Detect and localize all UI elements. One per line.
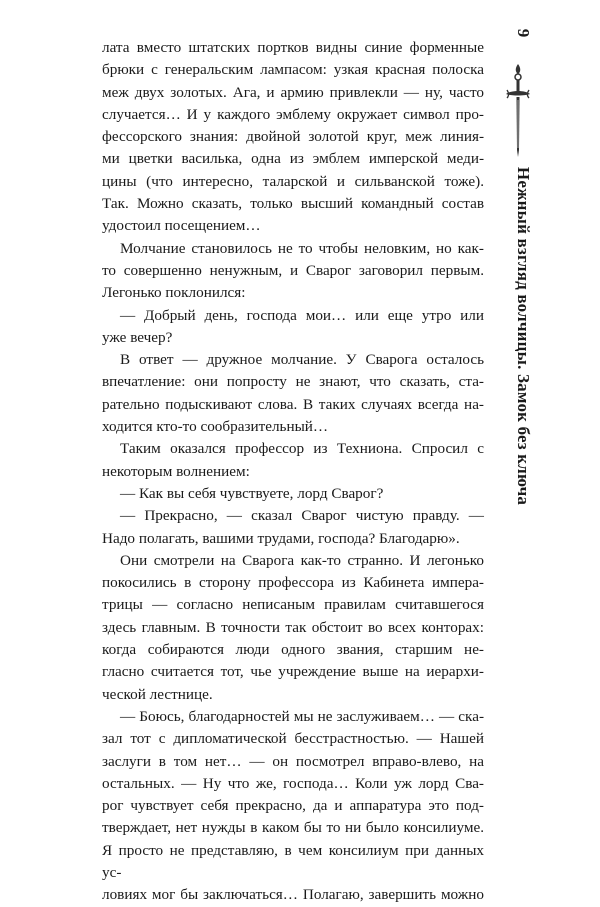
text-line: покосились в сторону профессора из Кабинета импера-: [102, 574, 484, 592]
text-line: случается… И у каждого эмблему окружает символ про-: [102, 105, 484, 123]
text-line: удостоил посещением…: [102, 217, 261, 235]
text-line: меж двух золотых. Ага, и армию привлекли — ну, часто: [102, 83, 484, 101]
text-line: гласно считается тот, чье учреждение выше на иерархи-: [102, 663, 484, 681]
text-line: — Как вы себя чувствуете, лорд Сварог?: [120, 484, 384, 502]
text-line: рог чувствует себя прекрасно, да и аппаратура это под-: [102, 797, 484, 815]
text-line: рательно подыскивают слова. В таких случаях всегда на-: [102, 395, 484, 413]
page-body-text: [102, 37, 484, 907]
text-line: — Прекрасно, — сказал Сварог чистую правду. —: [120, 507, 484, 525]
text-line: тверждает, нет нужды в каком бы то ни было консилиуме.: [102, 819, 484, 837]
text-line: остальных. — Ну что же, господа… Коли уж лорд Сва-: [102, 774, 484, 792]
running-title: Нежный взгляд волчицы. Замок без ключа: [514, 166, 533, 506]
text-line: Я просто не представляю, в чем консилиум при данных ус-: [102, 841, 484, 881]
text-line: зал тот с дипломатической бесстрастностью. — Нашей: [102, 730, 484, 748]
text-line: лата вместо штатских портков видны синие форменные: [102, 39, 484, 56]
text-line: брюки с генеральским лампасом: узкая красная полоска: [102, 61, 484, 79]
text-line: ми цветки василька, одна из эмблем имперской меди-: [102, 150, 484, 168]
text-line: уже вечер?: [102, 328, 173, 346]
text-line: впечатление: они попросту не знают, что сказать, ста-: [102, 373, 484, 391]
text-line: ловиях мог бы заключаться… Полагаю, завершить можно: [102, 886, 484, 904]
text-line: заслуги в том нет… — он посмотрел вправо-влево, на: [102, 752, 484, 770]
text-line: ческой лестнице.: [102, 685, 213, 703]
text-line: Они смотрели на Сварога как-то странно. И легонько: [120, 551, 484, 569]
text-line: здесь главным. В точности так обстоит во всех конторах:: [102, 618, 484, 636]
text-line: некоторым волнением:: [102, 462, 250, 480]
text-line: — Боюсь, благодарностей мы не заслуживаем… — ска-: [120, 707, 484, 725]
text-line: Надо полагать, вашими трудами, господа? Благодарю».: [102, 529, 460, 547]
text-line: трицы — согласно неписаным правилам считавшегося: [102, 596, 484, 614]
text-line: В ответ — дружное молчание. У Сварога осталось: [120, 351, 484, 369]
text-line: ходится кто-то сообразительный…: [102, 418, 329, 436]
text-line: Легонько поклонился:: [102, 284, 246, 302]
text-line: Молчание становилось не то чтобы неловким, но как-: [120, 239, 484, 257]
text-line: Таким оказался профессор из Техниона. Спросил с: [120, 440, 484, 458]
text-line: фессорского знания: двойной золотой круг, меж линия-: [102, 128, 484, 146]
page-number: 9: [514, 28, 533, 38]
text-line: Так. Можно сказать, только высший командный состав: [102, 195, 484, 213]
text-line: цины (что интересно, таларской и сильванской тоже).: [102, 172, 484, 190]
text-line: когда собираются люди одного звания, старшим не-: [102, 641, 484, 659]
text-line: — Добрый день, господа мои… или еще утро или: [120, 306, 484, 324]
text-line: то совершенно ненужным, и Сварог заговорил первым.: [102, 261, 484, 279]
